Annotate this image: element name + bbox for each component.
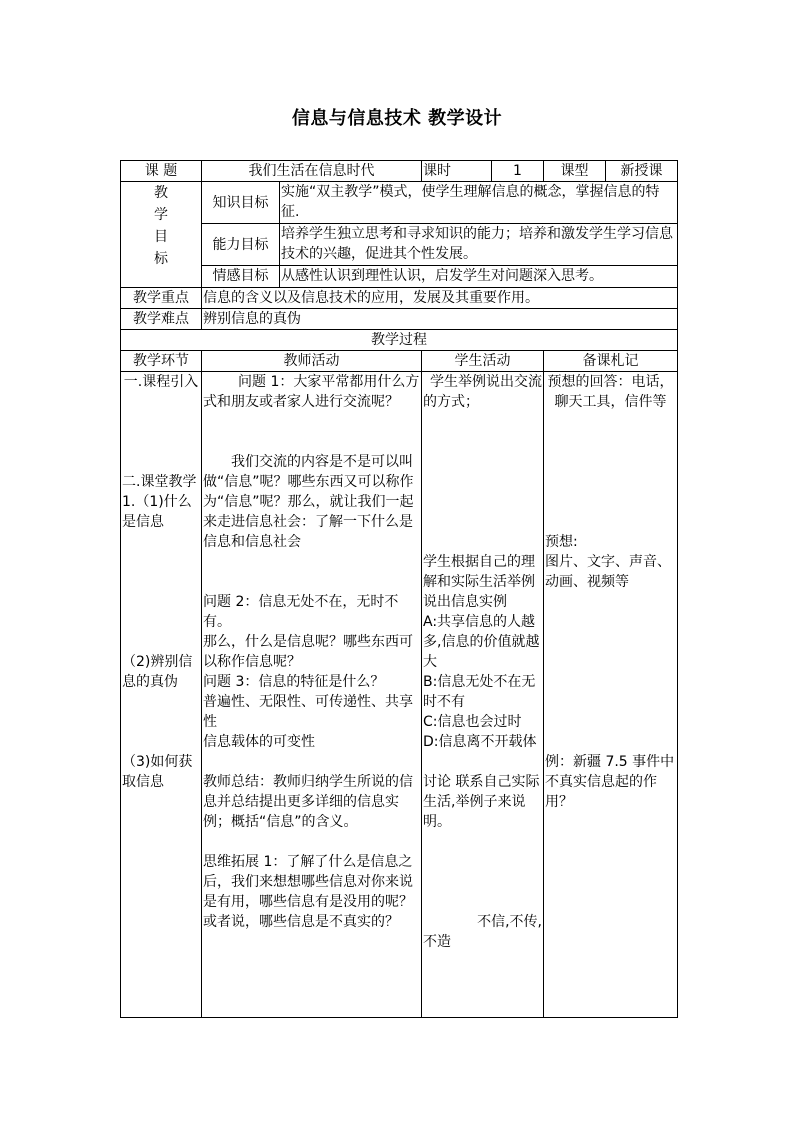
teacher-question-1: 问题 1：大家平常都用什么方式和朋友或者家人进行交流呢？ [203,374,420,410]
column-teacher: 教师活动 [202,351,422,372]
teacher-question-3: 问题 3：信息的特征是什么？ [203,674,385,690]
stage-obtain: （3)如何获取信息 [122,754,193,790]
student-discussion: 讨论 联系自己实际生活,举例子来说明。 [423,774,540,830]
emotion-goal-label: 情感目标 [202,266,280,288]
stage-classroom: 二.课堂教学 [122,474,197,490]
goals-label-char: 学 [154,207,168,223]
student-point-d: D:信息离不开载体 [423,734,537,750]
teacher-intro-text: 我们交流的内容是不是可以叫做“信息”呢？哪些东西又可以称作为“信息”呢？那么，就让我们一起来走进信息社会：了解一下什么是信息和信息社会 [203,454,414,550]
difficulty-row [121,309,678,330]
goals-label-char: 教 [154,185,168,201]
column-notes: 备课札记 [544,351,678,372]
student-principle: 不信,不传, [477,914,542,930]
goals-label-char: 目 [154,229,168,245]
ability-goal-value: 培养学生独立思考和寻求知识的能力；培养和激发学生学习信息技术的兴趣，促进其个性发展。 [280,224,678,266]
teacher-features: 普遍性、无限性、可传递性、共享性 [203,694,413,730]
type-value: 新授课 [606,161,678,182]
key-point-value: 信息的含义以及信息技术的应用，发展及其重要作用。 [202,288,678,309]
knowledge-goal-row [121,182,678,224]
student-point-b: B:信息无处不在无时不有 [423,674,536,710]
notes-cell [544,372,678,1018]
stage-what-is-info: 1.（1)什么是信息 [122,494,192,530]
notes-example: 例：新疆 7.5 事件中不真实信息起的作用？ [545,754,675,810]
column-stage: 教学环节 [121,351,202,372]
notes-media-types: 图片、文字、声音、动画、视频等 [545,554,671,590]
emotion-goal-value: 从感性认识到理性认识，启发学生对问题深入思考。 [280,266,678,288]
teacher-question-2: 问题 2：信息无处不在，无时不有。 [203,594,399,630]
hours-value: 1 [492,161,544,182]
student-point-a: A:共享信息的人越多,信息的价值就越大 [423,614,540,670]
student-activity-cell [422,372,544,1018]
ability-goal-label: 能力目标 [202,224,280,266]
stage-cell [121,372,202,1018]
teacher-activity-cell [202,372,422,1018]
document-title: 信息与信息技术 教学设计 [291,108,503,129]
student-principle-end: 不造 [423,934,451,950]
student-point-c: C:信息也会过时 [423,714,522,730]
teacher-summary: 教师总结：教师归纳学生所说的信息并总结提出更多详细的信息实例；概括“信息”的含义。 [203,774,413,830]
type-label: 课型 [544,161,606,182]
notes-expected-answer: 预想的回答：电话，聊天工具，信件等 [547,374,674,410]
process-columns-row [121,351,678,372]
knowledge-goal-value: 实施“双主教学”模式，使学生理解信息的概念，掌握信息的特征. [280,182,678,224]
emotion-goal-row [121,266,678,288]
goals-label-char: 标 [154,251,168,267]
process-header-row [121,330,678,351]
difficulty-label: 教学难点 [121,309,202,330]
course-info-row [121,161,678,182]
knowledge-goal-label: 知识目标 [202,182,280,224]
ability-goal-row [121,224,678,266]
student-example-comm: 学生举例说出交流的方式； [423,374,542,410]
process-body-row [121,372,678,1018]
process-header: 教学过程 [121,330,678,351]
teacher-what-is-info: 那么，什么是信息呢？哪些东西可以称作信息呢？ [203,634,413,670]
notes-expected-label: 预想: [545,534,578,550]
key-point-row [121,288,678,309]
teacher-carrier: 信息载体的可变性 [203,734,315,750]
teacher-extension-1: 思维拓展 1：了解了什么是信息之后，我们来想想哪些信息对你来说是有用，哪些信息有是没用的呢？或者说，哪些信息是不真实的？ [203,854,413,930]
key-point-label: 教学重点 [121,288,202,309]
course-label: 课 题 [121,161,202,182]
lesson-plan-table [120,160,678,1018]
stage-intro: 一.课程引入 [123,374,199,390]
hours-label: 课时 [422,161,492,182]
column-student: 学生活动 [422,351,544,372]
goals-label [121,182,202,288]
difficulty-value: 辨别信息的真伪 [202,309,678,330]
course-value: 我们生活在信息时代 [202,161,422,182]
stage-distinguish: （2)辨别信息的真伪 [122,654,193,690]
student-examples: 学生根据自己的理解和实际生活举例说出信息实例 [423,554,535,610]
